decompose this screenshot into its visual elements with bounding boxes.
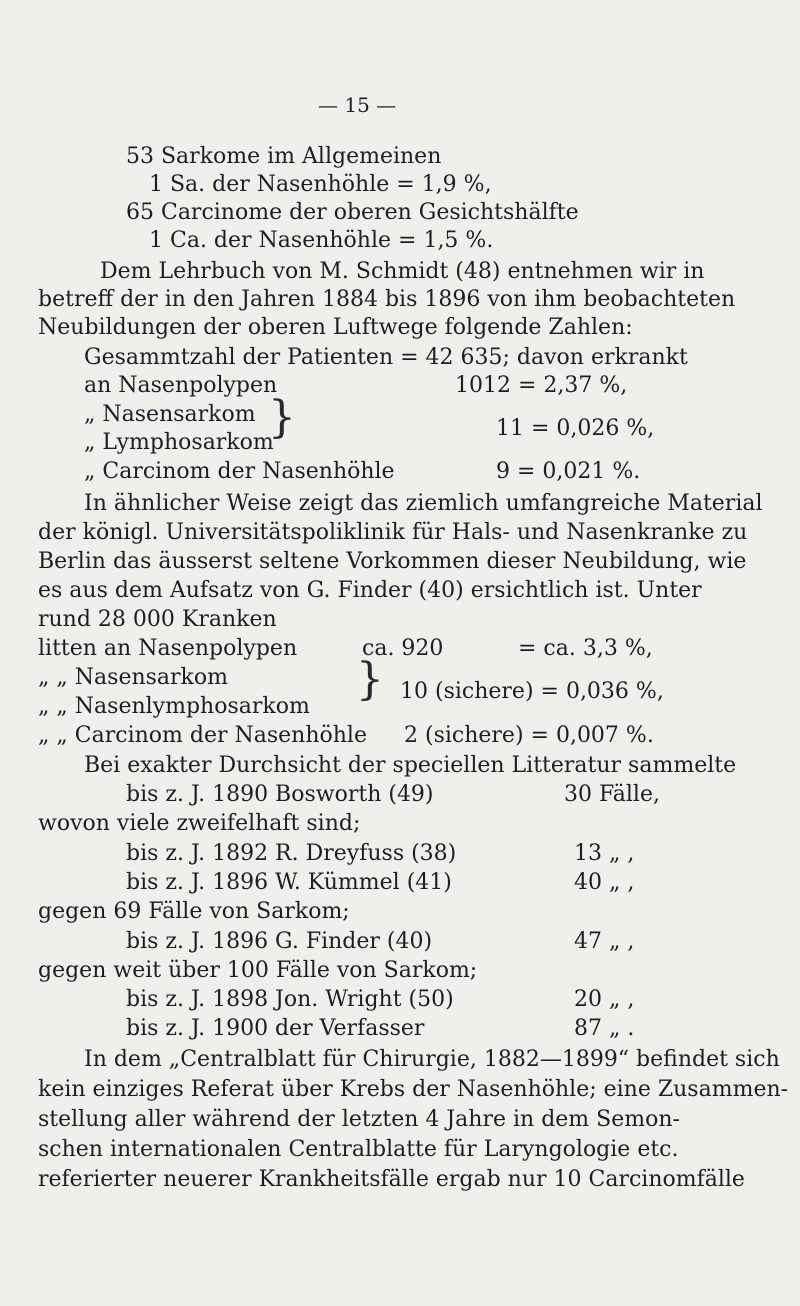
schmidt-label: an Nasenpolypen	[84, 373, 278, 398]
text-line: referierter neuerer Krankheitsfälle ergab nur 10 Carcinomfälle	[38, 1167, 745, 1192]
text-line: Gesammtzahl der Patienten = 42 635; davon erkrankt	[84, 345, 688, 370]
text-line: rund 28 000 Kranken	[38, 607, 277, 632]
text-line: 1 Ca. der Nasenhöhle = 1,5 %.	[149, 228, 494, 253]
brace-icon: }	[268, 392, 296, 443]
schmidt-label: „ Carcinom der Nasenhöhle	[84, 459, 395, 484]
text-line: es aus dem Aufsatz von G. Finder (40) ersichtlich ist. Unter	[38, 578, 702, 603]
lit-entry: bis z. J. 1896 G. Finder (40)	[126, 929, 433, 954]
lit-count: 47 „ ,	[574, 929, 635, 954]
lit-count: 20 „ ,	[574, 987, 635, 1012]
lit-note: wovon viele zweifelhaft sind;	[38, 811, 361, 836]
berlin-label: „ „ Carcinom der Nasenhöhle	[38, 723, 367, 748]
lit-entry: bis z. J. 1896 W. Kümmel (41)	[126, 870, 452, 895]
text-line: stellung aller während der letzten 4 Jahre in dem Semon-	[38, 1107, 680, 1132]
text-line: In ähnlicher Weise zeigt das ziemlich umfangreiche Material	[84, 491, 763, 516]
berlin-value: = ca. 3,3 %,	[518, 636, 653, 661]
lit-note: gegen weit über 100 Fälle von Sarkom;	[38, 958, 478, 983]
berlin-value: 2 (sichere) = 0,007 %.	[404, 723, 654, 748]
lit-count: 40 „ ,	[574, 870, 635, 895]
lit-entry: bis z. J. 1890 Bosworth (49)	[126, 782, 434, 807]
text-line: schen internationalen Centralblatte für Laryngologie etc.	[38, 1137, 679, 1162]
text-line: Bei exakter Durchsicht der speciellen Litteratur sammelte	[84, 753, 737, 778]
text-line: Neubildungen der oberen Luftwege folgende Zahlen:	[38, 315, 633, 340]
schmidt-label: „ Nasensarkom	[84, 402, 256, 427]
schmidt-value: 11 = 0,026 %,	[496, 416, 655, 441]
lit-count: 13 „ ,	[574, 841, 635, 866]
text-line: 65 Carcinome der oberen Gesichtshälfte	[126, 200, 579, 225]
page-number: — 15 —	[318, 93, 397, 117]
lit-entry: bis z. J. 1892 R. Dreyfuss (38)	[126, 841, 457, 866]
text-line: In dem „Centralblatt für Chirurgie, 1882—1899“ befindet sich	[84, 1047, 780, 1072]
schmidt-value: 9 = 0,021 %.	[496, 459, 641, 484]
schmidt-label: „ Lymphosarkom	[84, 430, 274, 455]
text-line: kein einziges Referat über Krebs der Nasenhöhle; eine Zusammen-	[38, 1077, 789, 1102]
schmidt-value: 1012 = 2,37 %,	[455, 373, 628, 398]
berlin-label: litten an Nasenpolypen	[38, 636, 298, 661]
berlin-label: „ „ Nasensarkom	[38, 665, 228, 690]
berlin-value: 10 (sichere) = 0,036 %,	[400, 679, 664, 704]
lit-entry: bis z. J. 1900 der Verfasser	[126, 1016, 425, 1041]
berlin-label: „ „ Nasenlymphosarkom	[38, 694, 310, 719]
text-line: Dem Lehrbuch von M. Schmidt (48) entnehmen wir in	[100, 259, 705, 284]
lit-count: 30 Fälle,	[564, 782, 660, 807]
lit-entry: bis z. J. 1898 Jon. Wright (50)	[126, 987, 454, 1012]
text-line: der königl. Universitätspoliklinik für Hals- und Nasenkranke zu	[38, 520, 748, 545]
text-line: betreff der in den Jahren 1884 bis 1896 von ihm beobachteten	[38, 287, 736, 312]
text-line: 53 Sarkome im Allgemeinen	[126, 144, 442, 169]
brace-icon: }	[356, 654, 384, 705]
text-line: 1 Sa. der Nasenhöhle = 1,9 %,	[149, 172, 492, 197]
lit-count: 87 „ .	[574, 1016, 635, 1041]
berlin-ca: ca. 920	[362, 636, 444, 661]
lit-note: gegen 69 Fälle von Sarkom;	[38, 899, 350, 924]
text-line: Berlin das äusserst seltene Vorkommen dieser Neubildung, wie	[38, 549, 747, 574]
